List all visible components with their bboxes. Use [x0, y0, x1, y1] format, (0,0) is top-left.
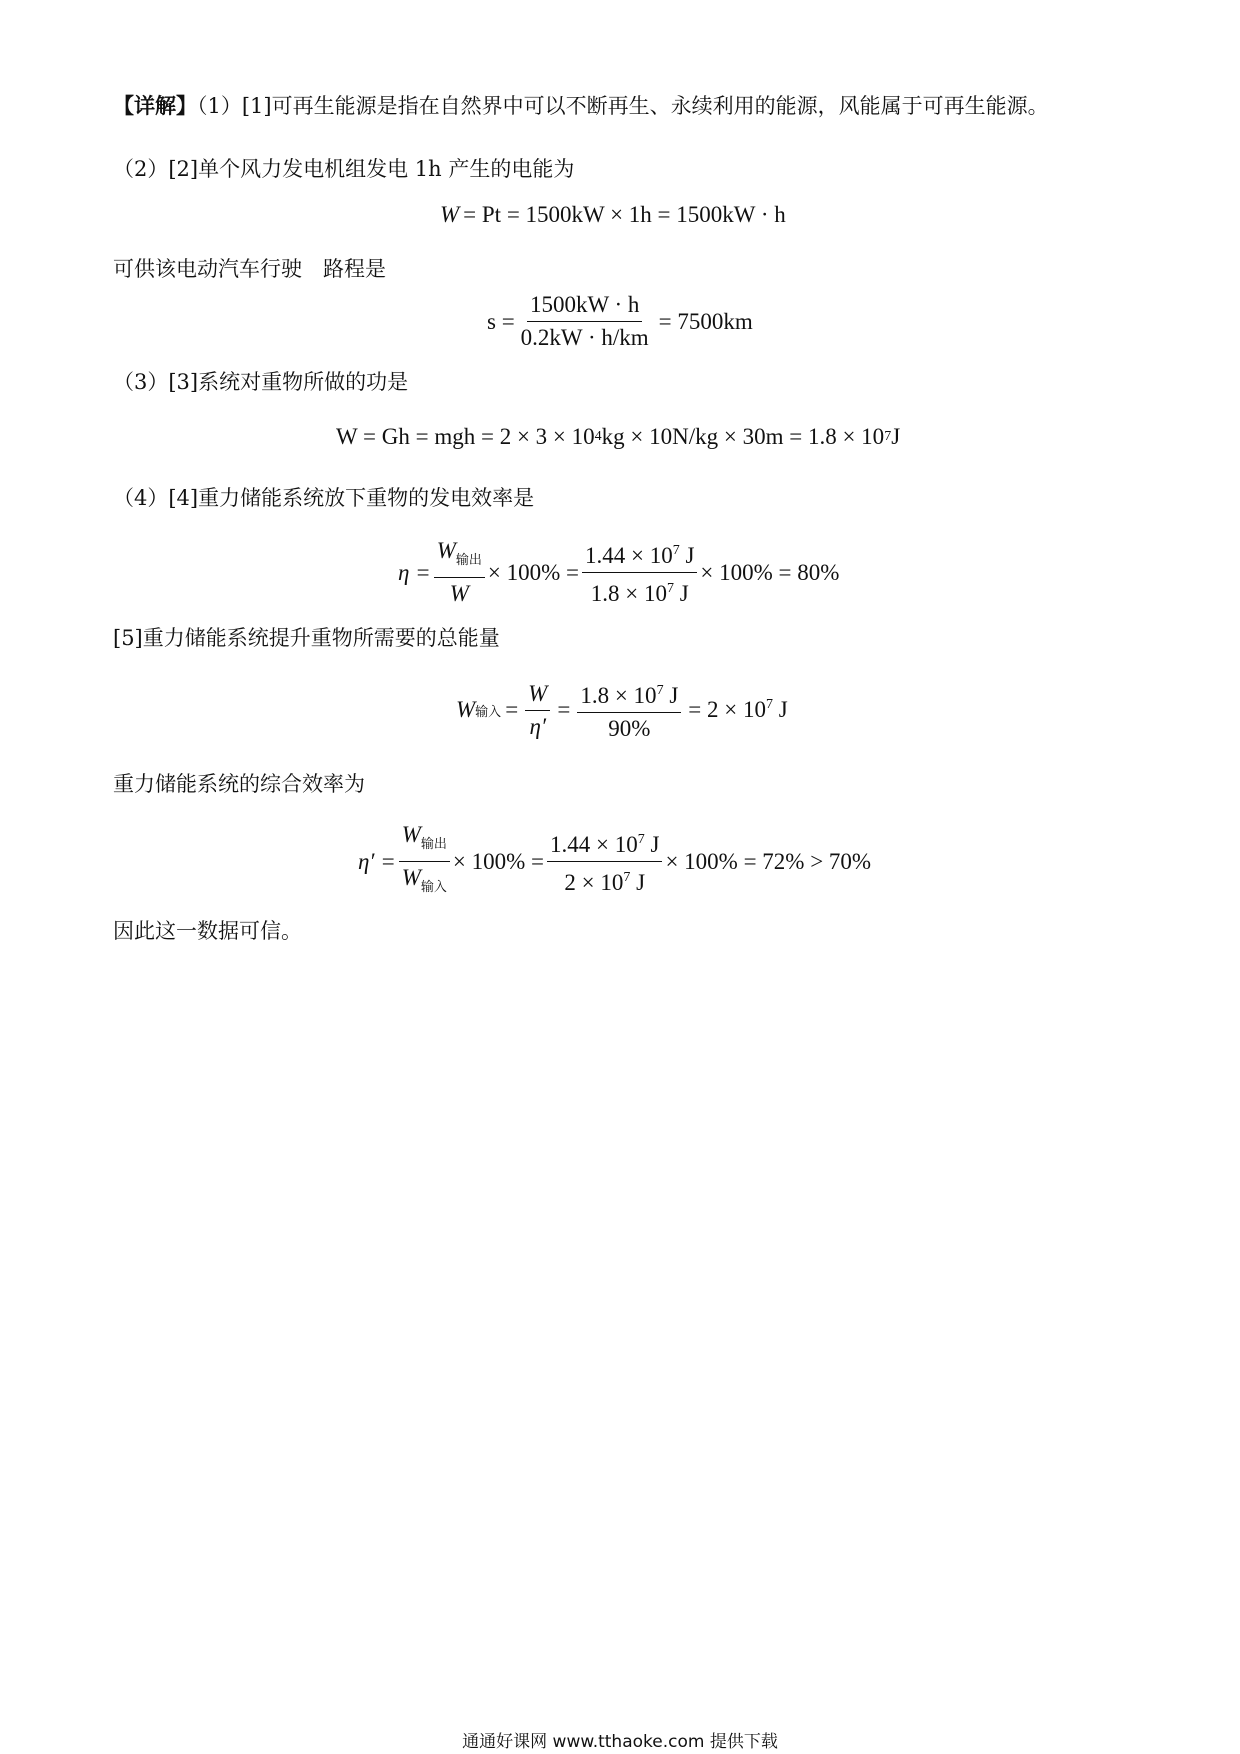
- eq1-rhs: = Pt = 1500kW × 1h = 1500kW · h: [463, 202, 786, 227]
- eq4-num-var: W: [436, 538, 456, 563]
- paragraph-5: （4）[4]重力储能系统放下重物的发电效率是: [113, 486, 535, 510]
- eq3-text: W = Gh = mgh = 2 × 3 × 10: [336, 424, 595, 449]
- eq5-den2: 90%: [608, 716, 651, 741]
- eq3-exp2: 7: [884, 429, 892, 444]
- eq5-num2-a: 1.8 × 10: [580, 683, 657, 708]
- eq5-lhs-sub: 输入: [475, 704, 502, 720]
- eq5-num2-exp: 7: [656, 683, 664, 698]
- eq5-rhs-exp: 7: [765, 697, 773, 712]
- equation-distance: [487, 292, 757, 351]
- eq2-rhs: = 7500km: [658, 308, 753, 334]
- eq6-fraction-2: [547, 827, 662, 896]
- eq5-eq2: =: [557, 697, 571, 722]
- eq6-lhs: η′ =: [358, 848, 396, 874]
- eq3-tail: J: [891, 424, 901, 449]
- eq2-fraction: [518, 292, 652, 351]
- equation-generation-efficiency: [398, 538, 839, 607]
- eq4-num2-b: J: [679, 543, 695, 568]
- eq2-lhs: s =: [487, 308, 515, 334]
- paragraph-2: （2）[2]单个风力发电机组发电 1h 产生的电能为: [113, 157, 575, 181]
- eq6-num2-b: J: [644, 832, 660, 857]
- paragraph-6: [5]重力储能系统提升重物所需要的总能量: [113, 626, 500, 650]
- paragraph-3: 可供该电动汽车行驶 路程是: [113, 257, 386, 281]
- eq5-rhs-b: J: [772, 697, 788, 722]
- paragraph-1: [113, 92, 1049, 120]
- eq6-num2-a: 1.44 × 10: [550, 832, 638, 857]
- page-footer: 通通好课网 www.tthaoke.com 提供下载: [462, 1732, 778, 1752]
- eq5-fraction-1: [525, 681, 550, 740]
- eq6-den2-exp: 7: [623, 870, 631, 885]
- eq6-num-var: W: [401, 822, 421, 847]
- eq6-num-sub: 输出: [420, 837, 447, 852]
- eq5-num2-b: J: [663, 683, 679, 708]
- eq6-den-var: W: [401, 865, 421, 890]
- eq4-fraction-2: [582, 538, 697, 607]
- eq4-num-sub: 输出: [455, 553, 482, 568]
- eq4-den-var: W: [449, 581, 469, 606]
- eq4-fraction-1: [434, 538, 485, 607]
- equation-work: [336, 424, 900, 450]
- eq6-fraction-1: [399, 822, 450, 901]
- eq2-denominator: 0.2kW · h/km: [520, 325, 649, 350]
- eq6-den-sub: 输入: [420, 880, 447, 895]
- eq5-num: W: [528, 680, 548, 706]
- paragraph-1-text: （1）[1]可再生能源是指在自然界中可以不断再生、永续利用的能源，风能属于可再生能源。: [197, 94, 1049, 118]
- detail-label: 【详解】: [113, 93, 197, 118]
- eq3-exp1: 4: [594, 429, 602, 444]
- eq5-den: η′: [529, 713, 546, 739]
- paragraph-7: 重力储能系统的综合效率为: [113, 772, 365, 796]
- eq4-num2-a: 1.44 × 10: [584, 543, 673, 568]
- eq5-rhs-a: = 2 × 10: [688, 697, 766, 722]
- eq4-den2-b: J: [673, 581, 689, 606]
- eq5-fraction-2: [577, 678, 681, 742]
- eq4-rhs: × 100% = 80%: [700, 559, 840, 585]
- eq4-den2-a: 1.8 × 10: [590, 581, 667, 606]
- equation-energy: [440, 202, 790, 228]
- eq5-eq: =: [505, 697, 519, 722]
- eq4-num2-exp: 7: [672, 543, 680, 558]
- eq6-pct: × 100% =: [452, 848, 545, 874]
- eq4-lhs: η =: [398, 559, 431, 585]
- equation-input-energy: [456, 678, 792, 742]
- eq6-den2-a: 2 × 10: [564, 870, 624, 895]
- eq6-num2-exp: 7: [637, 832, 645, 847]
- eq6-den2-b: J: [630, 870, 646, 895]
- paragraph-4: （3）[3]系统对重物所做的功是: [113, 370, 409, 394]
- eq4-den2-exp: 7: [666, 581, 674, 596]
- equation-overall-efficiency: [358, 822, 871, 901]
- eq3-mid: kg × 10N/kg × 30m = 1.8 × 10: [601, 424, 885, 449]
- eq5-lhs-var: W: [456, 697, 476, 722]
- eq2-numerator: 1500kW · h: [527, 292, 642, 322]
- eq4-pct: × 100% =: [487, 559, 579, 585]
- eq6-rhs: × 100% = 72% > 70%: [665, 848, 872, 874]
- paragraph-8: 因此这一数据可信。: [113, 919, 302, 943]
- eq1-lhs: W: [440, 202, 460, 227]
